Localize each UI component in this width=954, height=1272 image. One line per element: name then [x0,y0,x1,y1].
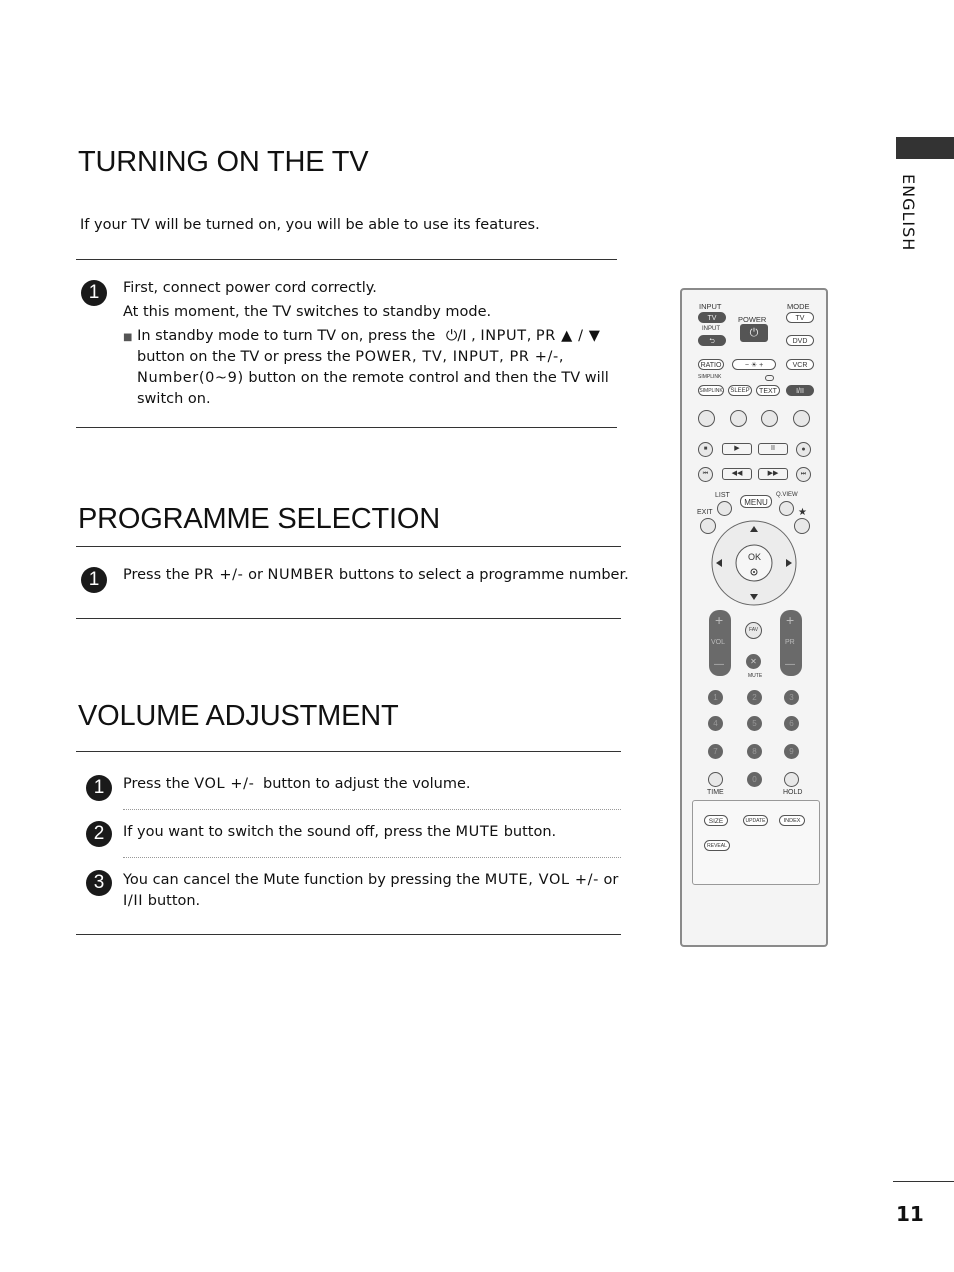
text: Press the [123,776,190,792]
dotted-divider [123,857,621,858]
play-icon: ▶ [722,443,752,455]
keyword-mute-vol: MUTE, VOL +/- [484,872,599,888]
keyword-i-ii: I/II [123,893,144,909]
remote-control-illustration [680,288,828,947]
pr-minus: — [785,659,795,670]
volume-step3-text-cont [123,891,200,912]
tv-mode-button: TV [786,312,814,323]
text: button. [503,824,557,840]
i-ii-button: I/II [786,385,814,396]
vol-plus: + [715,612,724,628]
standby-note-line1 [123,326,601,348]
list-label: LIST [715,492,730,499]
volume-step2-text [123,822,556,843]
previous-icon: ⏮ [698,467,713,482]
qview-label: Q.VIEW [776,492,798,498]
power-symbol-icon: ⏻/I [445,328,467,344]
language-tab-marker [896,137,954,159]
time-label: TIME [707,789,724,796]
digit-7-button: 7 [708,744,723,759]
programme-step-text [123,565,629,586]
mute-label: MUTE [748,673,763,679]
standby-note-text: button on the remote control and then the TV will [248,370,609,386]
divider [76,618,621,619]
turning-on-line2: At this moment, the TV switches to standby mode. [123,304,492,320]
size-button: SIZE [704,815,728,826]
ok-label: OK [748,552,762,562]
power-icon: ⏻ [749,327,759,339]
keyword-pr-arrows: PR ▲ / ▼ [535,328,601,344]
vcr-button: VCR [786,359,814,370]
separator: , [471,328,476,344]
pr-label: PR [785,639,795,646]
text: buttons to select a programme number. [338,567,629,583]
tv-button: TV [698,312,726,323]
pr-plus: + [786,612,795,628]
turning-on-line1: First, connect power cord correctly. [123,280,377,296]
digit-8-button: 8 [747,744,762,759]
fav-button: FAV [745,622,762,639]
step-number-2: 2 [86,821,112,847]
hold-button [784,772,799,787]
navigation-pad-icon [708,520,800,606]
record-icon: ● [796,442,811,457]
standby-note-line2 [137,347,564,368]
step-number-1: 1 [81,280,107,306]
hold-label: HOLD [783,789,803,796]
text: button. [147,893,201,909]
blue-button [793,410,810,427]
section-title-programme: PROGRAMME SELECTION [78,503,440,535]
input-small-label: INPUT [702,326,720,332]
divider [76,751,621,752]
digit-3-button: 3 [784,690,799,705]
keyword-number: Number(0~9) [137,370,244,386]
text: Press the [123,567,190,583]
digit-4-button: 4 [708,716,723,731]
next-icon: ⏭ [796,467,811,482]
square-bullet: ■ [123,332,133,343]
section-title-turning-on: TURNING ON THE TV [78,146,369,178]
teletext-icon [765,375,774,381]
minus: − [744,362,749,369]
page-number: 11 [896,1202,924,1226]
menu-button: MENU [740,495,772,508]
star-icon: ★ [798,507,807,518]
page-number-rule [893,1181,954,1182]
dvd-button: DVD [786,335,814,346]
time-button [708,772,723,787]
separator: , [526,328,532,344]
brightness-button [732,359,776,370]
index-button: INDEX [779,815,805,826]
text: or [603,872,619,888]
vol-minus: — [714,659,724,670]
divider [76,546,621,547]
volume-step1-text [123,774,471,795]
keyword-number: NUMBER [267,567,335,583]
reveal-button: REVEAL [704,840,730,851]
divider [76,934,621,935]
pause-icon: II [758,443,788,455]
text: or [248,567,263,583]
standby-note-text: button on the TV or press the [137,349,351,365]
ratio-button: RATIO [698,359,724,370]
standby-note-line4: switch on. [137,391,211,407]
keyword-pr: PR +/- [194,567,244,583]
standby-note-text: In standby mode to turn TV on, press the [137,328,436,344]
simplink-logo-label: SIMPLINK [698,374,722,380]
digit-0-button: 0 [747,772,762,787]
input-label: INPUT [699,302,722,311]
vol-label: VOL [711,639,726,646]
dotted-divider [123,809,621,810]
brightness-icon: ☀ [750,362,758,369]
mode-label: MODE [787,302,810,311]
digit-2-button: 2 [747,690,762,705]
language-label: ENGLISH [899,174,918,252]
plus: + [759,362,764,369]
update-button: UPDATE [743,815,768,826]
divider [76,259,617,260]
red-button [698,410,715,427]
keyword-mute: MUTE [455,824,500,840]
green-button [730,410,747,427]
text: button to adjust the volume. [263,776,471,792]
power-label: POWER [738,315,767,324]
digit-1-button: 1 [708,690,723,705]
digit-6-button: 6 [784,716,799,731]
section-title-volume: VOLUME ADJUSTMENT [78,700,399,732]
standby-note-line3 [137,368,609,389]
step-number-3: 3 [86,870,112,896]
exit-label: EXIT [697,509,713,516]
divider [76,427,617,428]
list-button [717,501,732,516]
step-number-1: 1 [81,567,107,593]
qview-button [779,501,794,516]
text: You can cancel the Mute function by pressing the [123,872,481,888]
simplink-button: SIMPLINK [698,385,724,396]
step-number-1: 1 [86,775,112,801]
keyword-vol: VOL +/- [194,776,255,792]
power-button [740,324,768,342]
keyword-power-list: POWER, TV, INPUT, PR +/-, [355,349,565,365]
input-button [698,335,726,346]
mute-icon: ✕ [746,654,761,669]
digit-5-button: 5 [747,716,762,731]
fast-forward-icon: ▶▶ [758,468,788,480]
digit-9-button: 9 [784,744,799,759]
keyword-input: INPUT [480,328,527,344]
input-arrow-icon: ⮌ [709,338,715,345]
turning-on-intro: If your TV will be turned on, you will be able to use its features. [80,217,540,233]
rewind-icon: ◀◀ [722,468,752,480]
volume-step3-text [123,870,618,891]
stop-icon: ■ [698,442,713,457]
text-button: TEXT [756,385,780,396]
text: If you want to switch the sound off, press the [123,824,451,840]
yellow-button [761,410,778,427]
sleep-button: SLEEP [728,385,752,396]
